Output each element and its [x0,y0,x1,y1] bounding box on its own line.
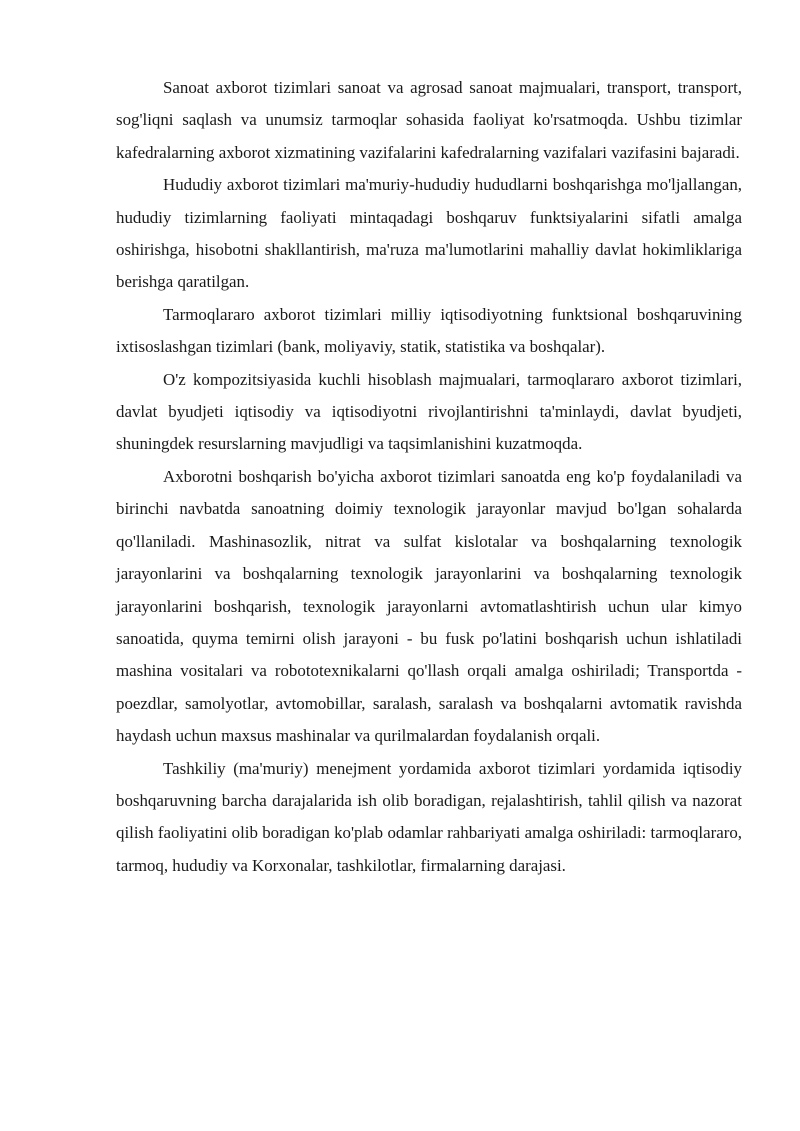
document-page [116,72,742,882]
paragraph-information-management: Axborotni boshqarish bo'yicha axborot tizimlari sanoatda eng ko'p foydalaniladi va birinchi navbatda sanoatning doimiy texnologik jarayonlar mavjud bo'lgan sohalarda qo'llaniladi. Mashinasozlik, nitrat va sulfat kislotalar va boshqalarning texnologik jarayonlarini va boshqalarning texnologik jarayonlarini va boshqalarning texnologik jarayonlarini boshqarish, texnologik jarayonlarni avtomatlashtirish uchun ular kimyo sanoatida, quyma temirni olish jarayoni - bu fusk po'latini boshqarish uchun ishlatiladi mashina vositalari va robototexnikalarni qo'llash orqali amalga oshiriladi; Transportda - poezdlar, samolyotlar, avtomobillar, saralash, saralash va boshqalarni avtomatik ravishda haydash uchun maxsus mashinalar va qurilmalardan foydalanish orqali. [116,466,742,746]
paragraph-regional-systems: Hududiy axborot tizimlari ma'muriy-hududiy hududlarni boshqarishga mo'ljallangan, hududiy tizimlarning faoliyati mintaqadagi boshqaruv funktsiyalarini sifatli amalga oshirishga, hisobotni shakllantirish, ma'ruza ma'lumotlarini mahalliy davlat hokimliklariga berishga qaratilgan. [116,175,742,292]
paragraph-interbranch-systems: Tarmoqlararo axborot tizimlari milliy iqtisodiyotning funktsional boshqaruvining ixtisoslashgan tizimlari (bank, moliyaviy, statik, statistika va boshqalar). [116,304,742,357]
paragraph-composition: O'z kompozitsiyasida kuchli hisoblash majmualari, tarmoqlararo axborot tizimlari, davlat byudjeti iqtisodiy va iqtisodiyotni rivojlantirishni ta'minlaydi, davlat byudjeti, shuningdek resurslarning mavjudligi va taqsimlanishini kuzatmoqda. [116,369,742,454]
paragraph-organizational-management: Tashkiliy (ma'muriy) menejment yordamida axborot tizimlari yordamida iqtisodiy boshqaruvning barcha darajalarida ish olib boradigan, rejalashtirish, tahlil qilish va nazorat qilish faoliyatini olib boradigan ko'plab odamlar rahbariyati amalga oshiriladi: tarmoqlararo, tarmoq, hududiy va Korxonalar, tashkilotlar, firmalarning darajasi. [116,758,742,875]
paragraph-industrial-systems: Sanoat axborot tizimlari sanoat va agrosad sanoat majmualari, transport, transport, sog'liqni saqlash va unumsiz tarmoqlar sohasida faoliyat ko'rsatmoqda. Ushbu tizimlar kafedralarning axborot xizmatining vazifalarini kafedralarning vazifalari vazifasini bajaradi. [116,78,742,162]
